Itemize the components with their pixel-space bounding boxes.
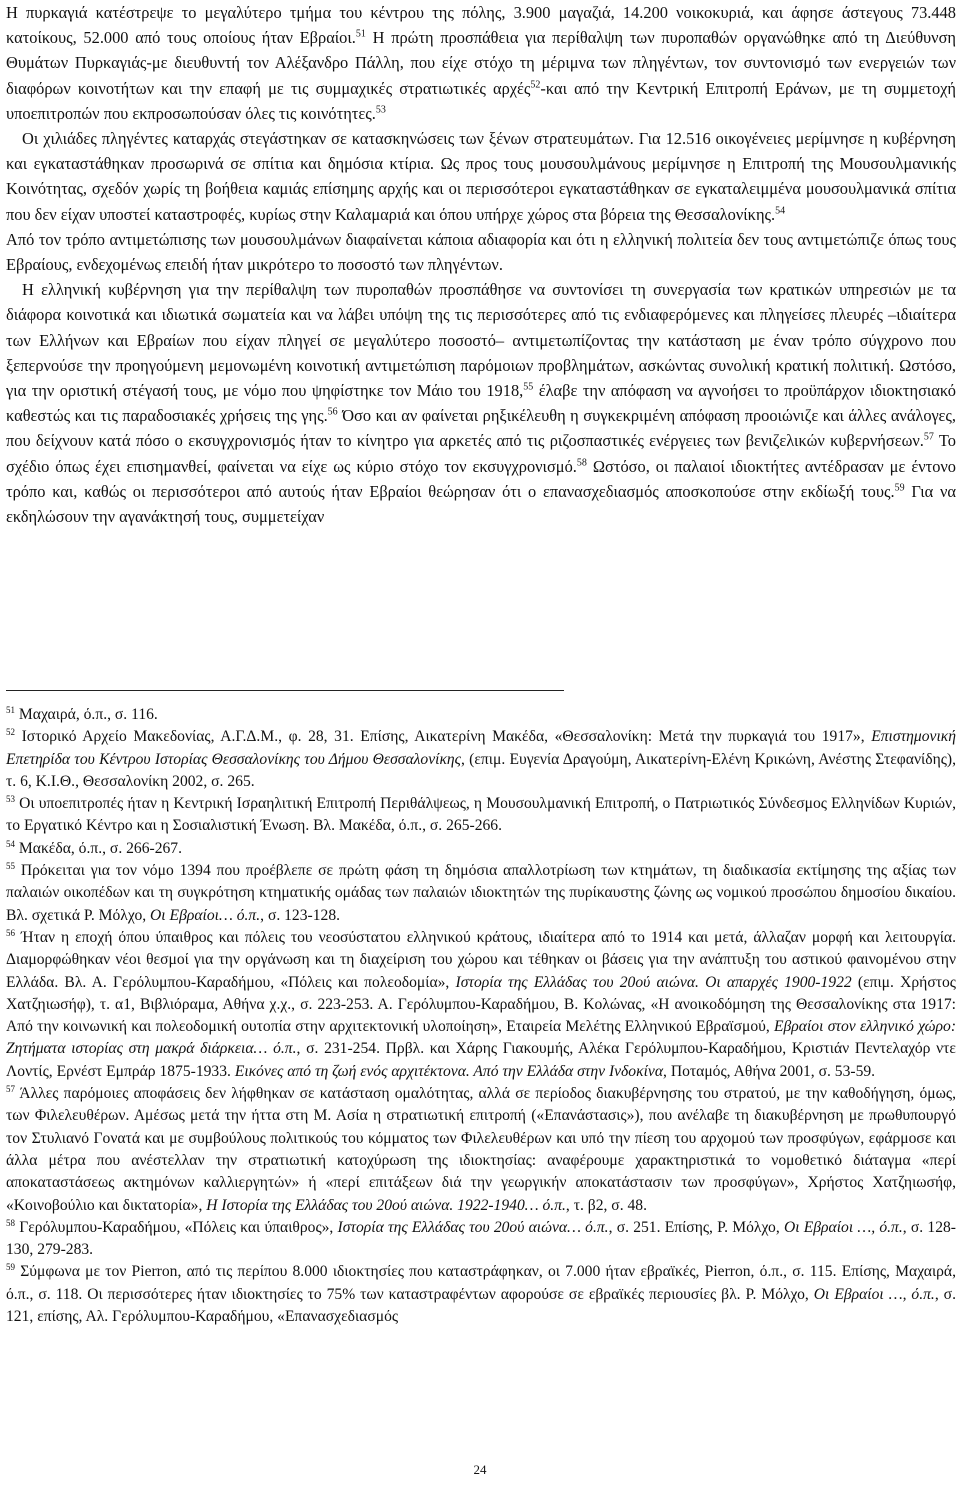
footnote-number: 55 xyxy=(6,860,15,871)
footnote-italic-text: Οι Εβραίοι …, ό.π. xyxy=(813,1285,935,1303)
footnote-ref: 57 xyxy=(923,431,934,443)
paragraph-1: Η πυρκαγιά κατέστρεψε το μεγαλύτερο τμήμα του κέντρου της πόλης, 3.900 μαγαζιά, 14.200 νοικοκυριά, και άφησε άστεγους 73.448 κατοίκους, 52.000 από τους οποίους ήταν Εβραίοι.$^{51}$ Η πρώτη προσπάθεια για περίθαλψη των πυροπαθών οργανώθηκε από τη Διεύθυνση Θυμάτων Πυρκαγιάς-με διευθυντή τον Αλέξανδρο Πάλλη, που είχε στόχο τη μέριμνα των πληγέντων, τον συντονισμό των ενεργειών των διαφόρων κοινοτήτων και την επαφή με τις συμμαχικές στρατιωτικές αρχές$^{52}$-και από την Κεντρική Επιτροπή Εράνων, με τη συμμετοχή υποεπιτροπών που εκπροσωπούσαν όλες τις κοινότητες.$^{53}$ xyxy=(6,3,956,123)
footnote-text: , Ποταμός, Αθήνα 2001, σ. 53-59. xyxy=(663,1062,876,1080)
footnote-number: 53 xyxy=(6,794,15,804)
footnote-51 xyxy=(6,704,956,726)
footnote-text: , σ. 128-130, 279-283. xyxy=(6,1218,956,1259)
footnote-number: 57 xyxy=(6,1083,15,1094)
page-number: 24 xyxy=(473,1462,487,1477)
main-text xyxy=(6,0,956,529)
footnote-number: 58 xyxy=(6,1217,15,1228)
footnote-separator xyxy=(6,690,564,691)
paragraph-4: Η ελληνική κυβέρνηση για την περίθαλψη των πυροπαθών προσπάθησε να συντονίσει τη συνεργασία των κρατικών υπηρεσιών με τα διάφορα κοινοτικά και ιδιωτικά σωματεία και να λάβει υπόψη της τις περισσότερες από τις ενδιαφερόμενες και πληγείσες πλευρές –ιδιαίτερα των Ελλήνων και Εβραίων που είχαν πληγεί σε μεγαλύτερο ποσοστό– αντιμετωπίζοντας την κατάσταση με έναν τρόπο σύγχρονο που ξεπερνούσε την προηγούμενη μεμονωμένη κοινοτική αντιμετώπιση παρόμοιων προβλημάτων, ασκώντας συνολική κρατική πολιτική. Ωστόσο, για την οριστική στέγασή τους, με νόμο που ψηφίστηκε τον Μάιο του 1918,55 έλαβε την απόφαση να αγνοήσει το προϋπάρχον ιδιοκτησιακό καθεστώς και τις παραδοσιακές χρήσεις της γης.$^{56}$ Όσο και αν φαίνεται ρηξικέλευθη η συγκεκριμένη απόφαση προοιώνιζε και άλλες ανάλογες, που δείχνουν κατά πόσο ο εκσυγχρονισμός ήταν το κίνητρο για αρκετές από τις ριζοσπαστικές ενέργειες των βενιζελικών κυβερνήσεων.$^{57}$ Το σχέδιο όπως έχει επισημανθεί, φαίνεται να είχε ως κύριο στόχο τον εκσυγχρονισμό.$^{58}$ Ωστόσο, οι παλαιοί ιδιοκτήτες αντέδρασαν με έντονο τρόπο και, καθώς οι περισσότεροι από αυτούς ήταν Εβραίοι θεώρησαν ότι ο επανασχεδιασμός αποσκοπούσε στην εκδίωξή τους.$^{59}$ Για να εκδηλώσουν την αγανάκτησή τους, συμμετείχαν xyxy=(6,280,957,527)
footnote-number: 51 xyxy=(6,704,15,715)
footnote-53 xyxy=(6,793,956,838)
footnote-text: , σ. 251. Επίσης, Ρ. Μόλχο, xyxy=(608,1218,784,1236)
footnote-ref: 52 xyxy=(530,79,541,91)
paragraph-3: Από τον τρόπο αντιμετώπισης των μουσουλμάνων διαφαίνεται κάποια αδιαφορία και ότι η ελληνική πολιτεία δεν τους αντιμετώπιζε όπως τους Εβραίους, ενδεχομένως επειδή ήταν μικρότερο το ποσοστό των πληγέντων. xyxy=(6,229,956,275)
footnote-text: Οι υποεπιτροπές ήταν η Κεντρική Ισραηλιτική Επιτροπή Περιθάλψεως, η Μουσουλμανική Επιτροπή, ο Πατριωτικός Σύνδεσμος Ελληνίδων Κυριών, το Εργατικό Κέντρο και η Σοσιαλιστική Ένωση. Βλ. Μακέδα, ό.π., σ. 265-266. xyxy=(6,795,956,835)
footnote-italic-text: Εικόνες από τη ζωή ενός αρχιτέκτονα. Από την Ελλάδα στην Ινδοκίνα xyxy=(234,1062,664,1080)
footnote-ref: 56 xyxy=(327,406,338,418)
footnote-text: , σ. 121, επίσης, Αλ. Γερόλυμπου-Καραδήμου, «Επανασχεδιασμός xyxy=(6,1285,956,1326)
footnote-number: 59 xyxy=(6,1262,15,1273)
footnote-text: , (επιμ. Ευγενία Δραγούμη, Αικατερίνη-Ελένη Κρικώνη, Ανέστης Στεφανίδης), τ. 6, Κ.Ι.Θ., Θεσσαλονίκη 2002, σ. 265. xyxy=(6,750,956,790)
footnote-52 xyxy=(6,726,956,793)
paragraph-2: Οι χιλιάδες πληγέντες καταρχάς στεγάστηκαν σε κατασκηνώσεις των ξένων στρατευμάτων. Για 12.516 οικογένειες μερίμνησε η κυβέρνηση και εγκαταστάθηκαν προσωρινά σε σπίτια και δημόσια κτίρια. Ως προς τους μουσουλμάνους μερίμνησε η Επιτροπή της Μουσουλμανικής Κοινότητας, σχεδόν χωρίς τη βοήθεια καμιάς επίσημης αρχής και οι περισσότεροι εγκαταστάθηκαν σε εγκαταλειμμένα μουσουλμανικά σπίτια που δεν είχαν υποστεί καταστροφές, κυρίως στην Καλαμαριά και όπου υπήρχε χώρος στα βόρεια της Θεσσαλονίκης.$^{54}$ xyxy=(6,129,956,224)
footnote-text: , σ. 231-254. Πρβλ. και Χάρης Γιακουμής, Αλέκα Γερόλυμπου-Καραδήμου, Κριστιάν Πεντελαχόρ ντε Λοντίς, Ερνέστ Εμπράρ 1875-1933. xyxy=(6,1040,956,1080)
footnote-text: Μαχαιρά, ό.π., σ. 116. xyxy=(18,706,158,723)
footnote-italic-text: Εβραίοι στον ελληνικό χώρο: Ζητήματα ιστορίας στη μακρά διάρκεια… ό.π. xyxy=(6,1018,957,1058)
footnote-55 xyxy=(6,860,956,927)
footnote-text: Άλλες παρόμοιες αποφάσεις δεν λήφθηκαν σε κατάσταση ομαλότητας, αλλά σε περίοδος διακυβέρνησης του στρατού, με την καθοδήγηση, όμως, των Φιλελευθέρων. Αμέσως μετά την ήττα στη Μ. Ασία η στρατιωτική επιτροπή («Επανάστασις»), που ανέλαβε τη διακυβέρνηση με πρωθυπουργό τον Στυλιανό Γονατά και με συμβούλους πολιτικούς του κόμματος των Φιλελευθέρων και υπό την πίεση του αρχομού των προσφύγων, εφάρμοσε και άλλα μέτρα που ανέστελλαν την στρατιωτική κατοχύρωση της ιδιοκτησίας: αναφέρουμε χαρακτηριστικά το νομοθετικό διάταγμα «περί αποκαταστάσεως ακτημόνων καλλιεργητών» ή «περί επιτάξεων διά την γεωργικήν αποκατάστασιν των προσφύγων», Χρήστος Χατζηιωσήφ, «Κοινοβούλιο και δικτατορία», xyxy=(6,1085,957,1214)
footnote-italic-text: Ιστορία της Ελλάδας του 20ού αιώνα… ό.π. xyxy=(337,1218,609,1236)
footnote-text: Γερόλυμπου-Καραδήμου, «Πόλεις και ύπαιθρος», xyxy=(19,1218,338,1236)
footnote-59 xyxy=(6,1261,956,1328)
footnote-text: Πρόκειται για τον νόμο 1394 που προέβλεπε σε πρώτη φάση τη δημόσια απαλλοτρίωση των κτημάτων, τη διαδικασία εκτίμησης της αξίας των παλαιών οικοπέδων και τη συγκρότηση κτηματικής ομάδας των παλαιών ιδιοκτητών της πυρίκαυστης ζώνης ως νομικού προσώπου δημοσίου δικαίου. Βλ. σχετικά Ρ. Μόλχο, xyxy=(6,862,956,924)
footnote-text: , τ. β2, σ. 48. xyxy=(565,1196,648,1214)
footnote-ref: 58 xyxy=(576,457,587,469)
footnote-ref: 53 xyxy=(375,104,386,116)
footnote-57 xyxy=(6,1083,956,1217)
footnote-ref: 55 xyxy=(523,381,534,393)
footnote-text: Μακέδα, ό.π., σ. 266-267. xyxy=(18,839,183,857)
footnote-56 xyxy=(6,927,956,1083)
footnote-text: Ιστορικό Αρχείο Μακεδονίας, Α.Γ.Δ.Μ., φ. 28, 31. Επίσης, Αικατερίνη Μακέδα, «Θεσσαλονίκη: Μετά την πυρκαγιά του 1917», xyxy=(21,728,872,746)
footnote-ref: 54 xyxy=(775,205,786,217)
footnote-ref: 59 xyxy=(894,482,905,494)
footnote-text: (επιμ. Χρήστος Χατζηιωσήφ), τ. α1, Βιβλιόραμα, Αθήνα χ.χ., σ. 223-253. Α. Γερόλυμπου-Καραδήμου, Β. Κολώνας, «Η ανοικοδόμηση της Θεσσαλονίκης στα 1917: Από την κοινωνική και πολεοδομική ουτοπία στην αρχιτεκτονική υλοποίηση», Εταιρεία Μελέτης Ελληνικού Εβραϊσμού, xyxy=(6,973,956,1036)
footnote-text: Σύμφωνα με τον Pierron, από τις περίπου 8.000 ιδιοκτησίες που καταστράφηκαν, οι 7.000 ήταν εβραϊκές, Pierron, ό.π., σ. 115. Επίσης, Μαχαιρά, ό.π., σ. 118. Οι περισσότερες ήταν ιδιοκτησίες το 75% των καταστραφέντων αφορούσε σε εβραϊκές περιουσίες βλ. Ρ. Μόλχο, xyxy=(6,1263,956,1303)
footnote-54 xyxy=(6,838,956,860)
footnote-text: , σ. 123-128. xyxy=(260,906,341,924)
footnote-number: 54 xyxy=(6,838,15,849)
footnote-italic-text: Ιστορία της Ελλάδας του 20ού αιώνα. Οι απαρχές 1900-1922 xyxy=(455,973,852,991)
footnote-number: 56 xyxy=(6,927,15,938)
footnote-number: 52 xyxy=(6,727,15,738)
footnotes xyxy=(6,704,956,1328)
footnote-italic-text: Οι Εβραίοι …, ό.π. xyxy=(783,1218,903,1236)
footnote-text: Ήταν η εποχή όπου ύπαιθρος και πόλεις του νεοσύστατου ελληνικού κράτους, ιδιαίτερα από το 1914 και μετά, άλλαζαν μορφή και λειτουργία. Διαμορφώθηκαν νέοι θεσμοί για την οργάνωση και τη διαχείριση του χώρου και τέθηκαν οι βάσεις για την ανάπτυξη του αστικού φαινομένου στην Ελλάδα. Βλ. Α. Γερόλυμπου-Καραδήμου, «Πόλεις και πολεοδομία», xyxy=(6,928,956,991)
footnote-italic-text: Η Ιστορία της Ελλάδας του 20ού αιώνα. 1922-1940… ό.π. xyxy=(206,1196,566,1214)
footnote-58 xyxy=(6,1217,956,1262)
footnote-ref: 51 xyxy=(355,28,366,40)
footnote-italic-text: Οι Εβραίοι… ό.π. xyxy=(150,906,261,924)
footnote-italic-text: Επιστημονική Επετηρίδα του Κέντρου Ιστορίας Θεσσαλονίκης του Δήμου Θεσσαλονίκης xyxy=(6,728,956,768)
